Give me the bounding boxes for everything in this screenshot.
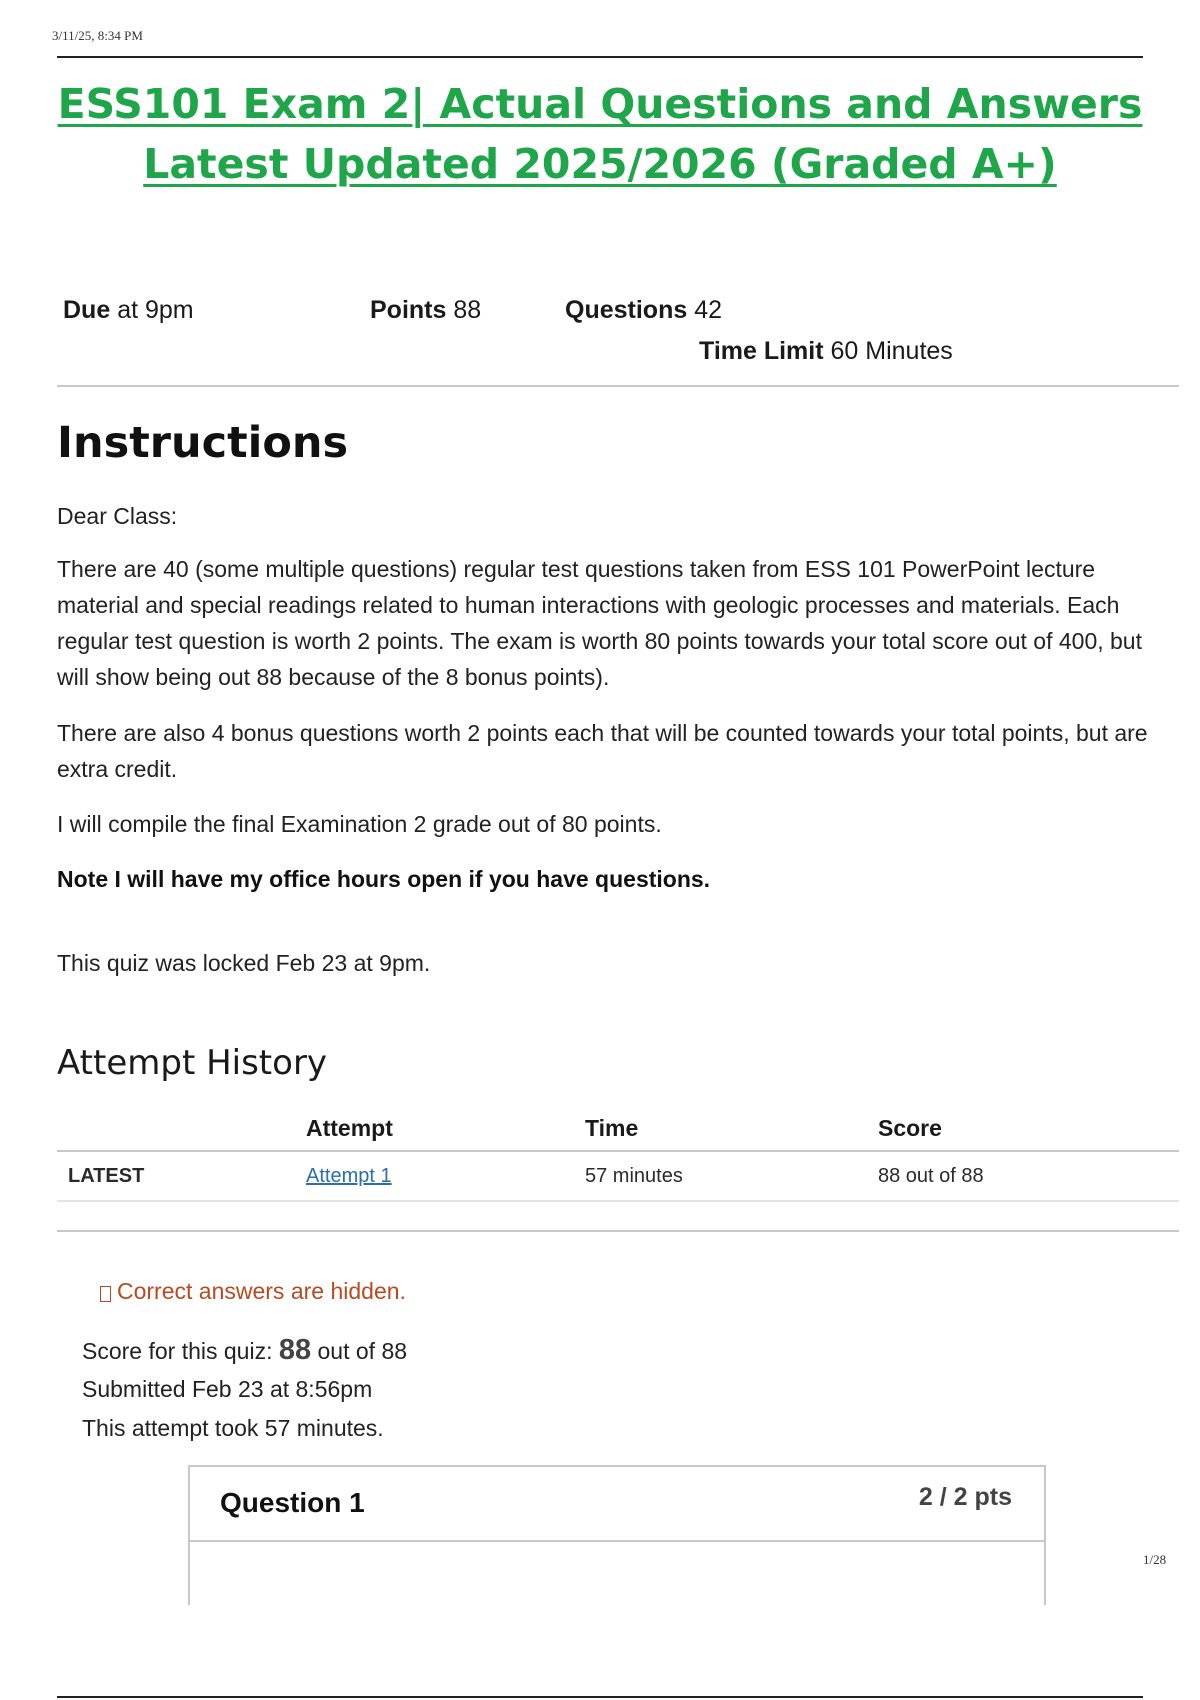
due-label: Due xyxy=(63,296,111,324)
hidden-answers-text: Correct answers are hidden. xyxy=(117,1278,406,1304)
score-value: 88 xyxy=(278,1334,312,1366)
meta-divider xyxy=(57,385,1179,387)
page-number: 1/28 xyxy=(1143,1552,1167,1567)
column-header-score: Score xyxy=(878,1115,942,1141)
attempt-score: 88 out of 88 xyxy=(878,1165,984,1187)
question-header xyxy=(190,1467,1044,1542)
instructions-paragraph-1: There are 40 (some multiple questions) regular test questions taken from ESS 101 PowerPoint lecture material and special readings related to human interactions with geologic processes and materials. Each regular test question is worth 2 points. The exam is worth 80 points towards your total score out of 400, but will show being out 88 because of the 8 bonus points). xyxy=(57,556,1142,690)
meta-due xyxy=(63,296,194,325)
meta-questions xyxy=(565,296,722,325)
print-date: 3/11/25, 8:34 PM xyxy=(52,28,143,43)
top-divider xyxy=(57,56,1143,58)
questions-value: 42 xyxy=(694,296,723,324)
points-value: 88 xyxy=(453,296,482,324)
submitted-time: Submitted Feb 23 at 8:56pm xyxy=(82,1376,373,1402)
question-card xyxy=(188,1465,1046,1605)
latest-tag: LATEST xyxy=(68,1165,145,1187)
questions-label: Questions xyxy=(565,296,688,324)
attempt-time: 57 minutes xyxy=(585,1165,683,1187)
quiz-locked-notice: This quiz was locked Feb 23 at 9pm. xyxy=(57,950,431,976)
score-suffix: out of 88 xyxy=(311,1338,408,1364)
missing-glyph-icon xyxy=(100,1286,111,1302)
instructions-paragraph-2: There are also 4 bonus questions worth 2 points each that will be counted towards your total points, but are extra credit. xyxy=(57,720,1148,782)
meta-points xyxy=(370,296,481,325)
attempt-1-link[interactable]: Attempt 1 xyxy=(306,1165,392,1187)
hidden-answers-notice xyxy=(100,1278,406,1305)
page-title: ESS101 Exam 2| Actual Questions and Answers Latest Updated 2025/2026 (Graded A+) xyxy=(57,80,1143,188)
attempt-history-heading: Attempt History xyxy=(57,1043,328,1083)
time-limit-value: 60 Minutes xyxy=(830,337,953,365)
points-label: Points xyxy=(370,296,447,324)
instructions-heading: Instructions xyxy=(57,418,349,468)
history-divider xyxy=(57,1230,1179,1232)
column-header-time: Time xyxy=(585,1115,639,1141)
time-limit-label: Time Limit xyxy=(699,337,824,365)
attempt-history-table xyxy=(57,1108,1179,1202)
column-header-attempt: Attempt xyxy=(306,1115,393,1141)
table-row xyxy=(57,1152,1179,1202)
instructions-paragraph-3: I will compile the final Examination 2 grade out of 80 points. xyxy=(57,811,662,837)
attempt-duration: This attempt took 57 minutes. xyxy=(82,1415,384,1441)
question-title: Question 1 xyxy=(220,1487,365,1518)
score-prefix: Score for this quiz: xyxy=(82,1338,279,1364)
table-header-row xyxy=(57,1108,1179,1152)
quiz-score xyxy=(82,1331,407,1370)
bottom-divider xyxy=(57,1696,1143,1698)
instructions-note: Note I will have my office hours open if you have questions. xyxy=(57,866,711,892)
instructions-greeting: Dear Class: xyxy=(57,503,178,529)
meta-time-limit xyxy=(699,337,953,366)
due-value: at 9pm xyxy=(117,296,194,324)
question-points: 2 / 2 pts xyxy=(918,1483,1012,1511)
